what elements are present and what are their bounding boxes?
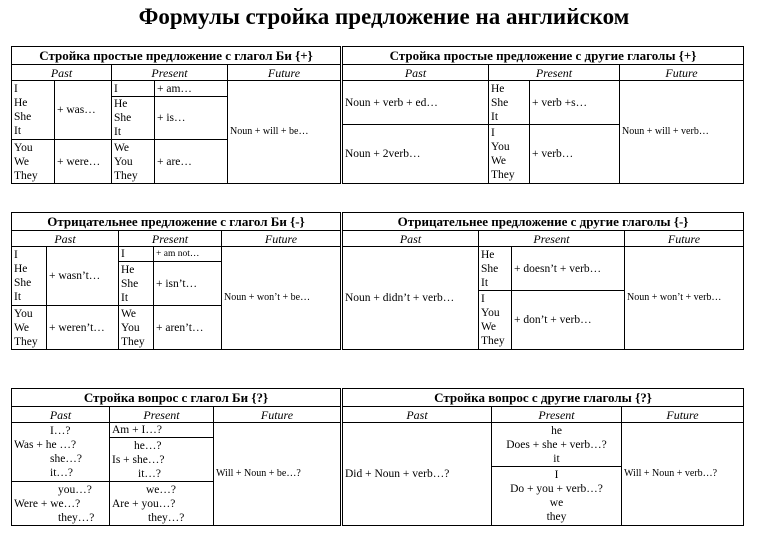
page-title: Формулы стройка предложение на английском	[138, 4, 630, 29]
table-positive-other	[342, 46, 744, 184]
present-question-cell: I Do + you + verb…? we they	[492, 467, 622, 526]
header-past: Past	[12, 407, 110, 423]
pronouns-cell: We You They	[119, 306, 154, 350]
pronouns-cell: I You We They	[479, 291, 512, 350]
pronouns-cell: I He She It	[12, 247, 47, 306]
header-future: Future	[228, 65, 341, 81]
table-negative-be	[11, 212, 341, 350]
verb-form-cell: + was…	[55, 81, 112, 140]
past-question-cell: you…? Were + we…? they…?	[12, 482, 110, 526]
pronouns-cell: He She It	[489, 81, 530, 125]
table-negative-other	[342, 212, 744, 350]
pronouns-cell: He She It	[119, 262, 154, 306]
verb-form-cell: + wasn’t…	[47, 247, 119, 306]
table-positive-be	[11, 46, 341, 184]
pronouns-cell: You We They	[12, 140, 55, 184]
present-question-cell: he Does + she + verb…? it	[492, 423, 622, 467]
verb-form-cell: + is…	[155, 97, 228, 140]
pronouns-cell: We You They	[112, 140, 155, 184]
future-question: Will + Noun + verb…?	[622, 423, 744, 526]
header-present: Present	[479, 231, 625, 247]
header-present: Present	[492, 407, 622, 423]
present-question-cell: Am + I…?	[110, 423, 214, 438]
pronouns-cell: I	[112, 81, 155, 97]
verb-form-cell: + am…	[155, 81, 228, 97]
verb-form-cell: + verb…	[530, 125, 620, 184]
future-formula: Noun + will + be…	[228, 81, 341, 184]
header-future: Future	[222, 231, 341, 247]
header-future: Future	[620, 65, 744, 81]
table-caption: Отрицательнее предложение с другие глаголы {-}	[343, 213, 744, 231]
table-question-other	[342, 388, 744, 526]
verb-form-cell: + don’t + verb…	[512, 291, 625, 350]
header-present: Present	[119, 231, 222, 247]
header-past: Past	[343, 407, 492, 423]
table-caption: Стройка простые предложение с глагол Би {+}	[12, 47, 341, 65]
table-caption: Отрицательнее предложение с глагол Би {-}	[12, 213, 341, 231]
verb-form-cell: + aren’t…	[154, 306, 222, 350]
verb-form-cell: + am not…	[154, 247, 222, 262]
past-formula: Noun + didn’t + verb…	[343, 247, 479, 350]
header-present: Present	[112, 65, 228, 81]
header-past: Past	[12, 231, 119, 247]
table-caption: Стройка вопрос с другие глаголы {?}	[343, 389, 744, 407]
present-question-cell: he…? Is + she…? it…?	[110, 438, 214, 482]
past-question: Did + Noun + verb…?	[343, 423, 492, 526]
pronouns-cell: I You We They	[489, 125, 530, 184]
verb-form-cell: + verb +s…	[530, 81, 620, 125]
future-question: Will + Noun + be…?	[214, 423, 341, 526]
pronouns-cell: I He She It	[12, 81, 55, 140]
pronouns-cell: You We They	[12, 306, 47, 350]
future-formula: Noun + won’t + be…	[222, 247, 341, 350]
header-past: Past	[343, 231, 479, 247]
past-formula: Noun + verb + ed…	[343, 81, 489, 125]
table-question-be	[11, 388, 341, 526]
header-future: Future	[625, 231, 744, 247]
header-future: Future	[622, 407, 744, 423]
future-formula: Noun + won’t + verb…	[625, 247, 744, 350]
header-past: Past	[12, 65, 112, 81]
present-question-cell: we…? Are + you…? they…?	[110, 482, 214, 526]
pronouns-cell: He She It	[479, 247, 512, 291]
pronouns-cell: I	[119, 247, 154, 262]
future-formula: Noun + will + verb…	[620, 81, 744, 184]
verb-form-cell: + are…	[155, 140, 228, 184]
verb-form-cell: + were…	[55, 140, 112, 184]
header-present: Present	[489, 65, 620, 81]
table-caption: Стройка вопрос с глагол Би {?}	[12, 389, 341, 407]
past-formula: Noun + 2verb…	[343, 125, 489, 184]
past-question-cell: I…? Was + he …? she…? it…?	[12, 423, 110, 482]
verb-form-cell: + isn’t…	[154, 262, 222, 306]
header-future: Future	[214, 407, 341, 423]
header-present: Present	[110, 407, 214, 423]
verb-form-cell: + weren’t…	[47, 306, 119, 350]
table-caption: Стройка простые предложение с другие глаголы {+}	[343, 47, 744, 65]
pronouns-cell: He She It	[112, 97, 155, 140]
header-past: Past	[343, 65, 489, 81]
verb-form-cell: + doesn’t + verb…	[512, 247, 625, 291]
